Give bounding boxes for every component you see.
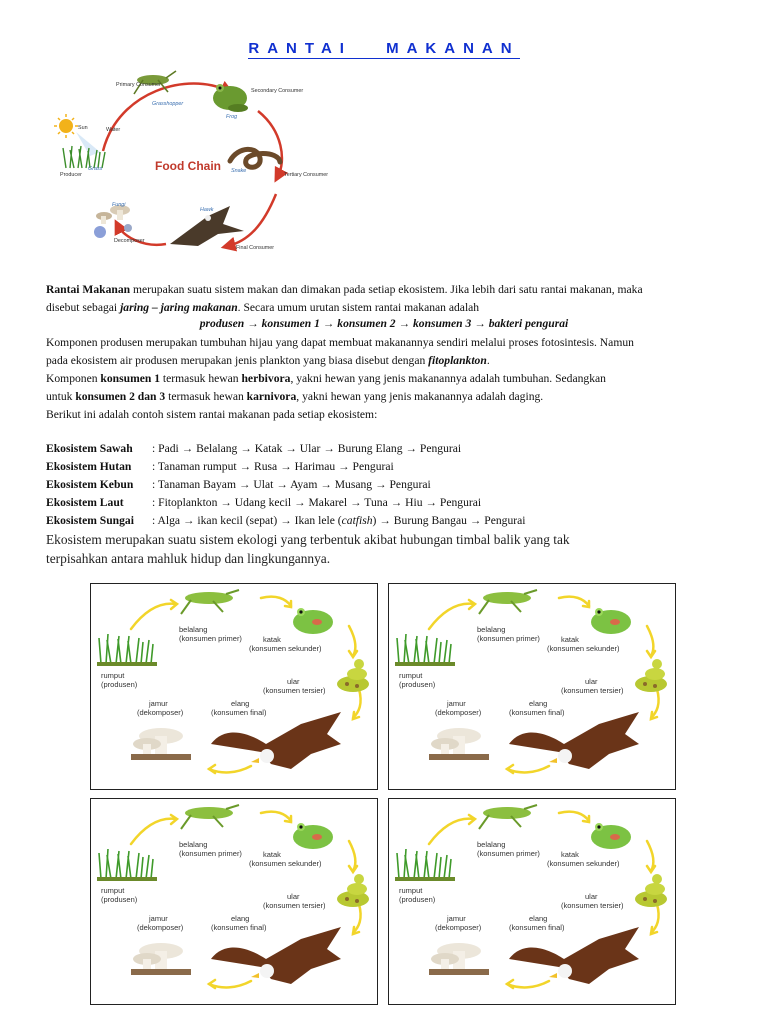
svg-text:(konsumen tersier): (konsumen tersier) — [263, 901, 326, 910]
svg-text:ular: ular — [287, 677, 300, 686]
svg-text:katak: katak — [561, 850, 579, 859]
svg-text:(konsumen primer): (konsumen primer) — [179, 849, 242, 858]
svg-text:ular: ular — [585, 892, 598, 901]
snake-icon — [230, 149, 280, 167]
svg-text:Snake: Snake — [231, 168, 247, 174]
grasshopper-icon — [181, 805, 239, 829]
food-chain-panel — [90, 583, 378, 790]
frog-icon — [213, 84, 248, 112]
grasshopper-icon — [181, 590, 239, 614]
svg-text:(dekomposer): (dekomposer) — [435, 923, 482, 932]
intro-line-7: Berikut ini adalah contoh sistem rantai makanan pada setiap ekosistem: — [46, 408, 378, 421]
eagle-icon — [509, 927, 639, 984]
frog-icon — [293, 823, 333, 849]
frog-icon — [293, 608, 333, 634]
grasshopper-icon — [479, 805, 537, 829]
svg-text:belalang: belalang — [179, 840, 208, 849]
svg-text:Sun: Sun — [78, 125, 88, 131]
snake-icon — [635, 874, 667, 907]
svg-text:(konsumen tersier): (konsumen tersier) — [263, 686, 326, 695]
mushroom-icon — [131, 943, 191, 975]
intro-line-6: untuk konsumen 2 dan 3 termasuk hewan karnivora, yakni hewan yang jenis makanannya adalah daging. — [46, 390, 544, 403]
fungi-icon — [94, 205, 132, 238]
svg-text:Primary Consumer: Primary Consumer — [116, 82, 161, 88]
svg-text:(konsumen primer): (konsumen primer) — [477, 849, 540, 858]
svg-text:belalang: belalang — [477, 840, 506, 849]
svg-text:rumput: rumput — [399, 886, 423, 895]
ecosystem-laut: Ekosistem Laut : Fitoplankton → Udang kecil → Makarel → Tuna → Hiu → Pengurai — [46, 496, 482, 509]
svg-text:rumput: rumput — [101, 671, 125, 680]
svg-text:Tertiary Consumer: Tertiary Consumer — [284, 172, 328, 178]
svg-text:katak: katak — [263, 850, 281, 859]
frog-icon — [591, 608, 631, 634]
svg-text:jamur: jamur — [447, 699, 466, 708]
grass-icon — [99, 849, 153, 879]
mushroom-icon — [131, 728, 191, 760]
svg-text:katak: katak — [561, 635, 579, 644]
svg-text:katak: katak — [263, 635, 281, 644]
svg-text:rumput: rumput — [399, 671, 423, 680]
grass-icon — [63, 146, 105, 168]
eagle-icon — [211, 712, 341, 769]
snake-icon — [337, 659, 369, 692]
summary-line-1: Ekosistem merupakan suatu sistem ekologi yang terbentuk akibat hubungan timbal balik yang tak — [46, 532, 570, 547]
intro-line-3: Komponen produsen merupakan tumbuhan hijau yang dapat membuat makanannya sendiri melalui proses fotosintesis. Namun — [46, 336, 634, 349]
svg-text:(produsen): (produsen) — [399, 895, 436, 904]
ecosystem-hutan: Ekosistem Hutan : Tanaman rumput → Rusa → Harimau → Pengurai — [46, 460, 394, 473]
svg-text:(konsumen sekunder): (konsumen sekunder) — [547, 644, 620, 653]
svg-text:(konsumen sekunder): (konsumen sekunder) — [249, 859, 322, 868]
svg-text:(produsen): (produsen) — [101, 895, 138, 904]
eagle-icon — [509, 712, 639, 769]
svg-text:(konsumen final): (konsumen final) — [509, 708, 565, 717]
svg-text:(dekomposer): (dekomposer) — [137, 923, 184, 932]
mushroom-icon — [429, 943, 489, 975]
svg-text:(konsumen sekunder): (konsumen sekunder) — [249, 644, 322, 653]
svg-text:Water: Water — [106, 127, 121, 133]
ecosystem-sawah: Ekosistem Sawah : Padi → Belalang → Katak → Ular → Burung Elang → Pengurai — [46, 442, 462, 455]
svg-text:(konsumen final): (konsumen final) — [211, 708, 267, 717]
svg-text:elang: elang — [529, 699, 548, 708]
svg-text:Final Consumer: Final Consumer — [236, 245, 275, 251]
svg-text:(konsumen sekunder): (konsumen sekunder) — [547, 859, 620, 868]
svg-text:elang: elang — [231, 699, 250, 708]
eagle-icon — [211, 927, 341, 984]
page-title: RANTAI MAKANAN — [248, 40, 520, 57]
sun-icon — [54, 114, 78, 138]
svg-text:(konsumen primer): (konsumen primer) — [477, 634, 540, 643]
snake-icon — [635, 659, 667, 692]
svg-text:ular: ular — [585, 677, 598, 686]
grass-icon — [397, 634, 451, 664]
food-chain-panel — [388, 583, 676, 790]
svg-text:jamur: jamur — [149, 699, 168, 708]
svg-text:(konsumen tersier): (konsumen tersier) — [561, 901, 624, 910]
svg-text:(konsumen primer): (konsumen primer) — [179, 634, 242, 643]
food-chain-panel — [90, 798, 378, 1005]
svg-text:belalang: belalang — [477, 625, 506, 634]
intro-line-2: disebut sebagai jaring – jaring makanan. Secara umum urutan sistem rantai makanan adalah — [46, 301, 480, 314]
svg-text:Secondary Consumer: Secondary Consumer — [251, 88, 304, 94]
intro-line-5: Komponen konsumen 1 termasuk hewan herbivora, yakni hewan yang jenis makanannya adalah tumbuhan. Sedangkan — [46, 372, 606, 385]
svg-text:(konsumen final): (konsumen final) — [509, 923, 565, 932]
svg-text:elang: elang — [529, 914, 548, 923]
svg-text:rumput: rumput — [101, 886, 125, 895]
intro-line-4: pada ekosistem air produsen merupakan jenis plankton yang biasa disebut dengan fitoplankton. — [46, 354, 490, 367]
svg-text:Grass: Grass — [88, 166, 103, 172]
grasshopper-icon — [479, 590, 537, 614]
chain-formula: produsen → konsumen 1 → konsumen 2 → konsumen 3 → bakteri pengurai — [199, 317, 569, 330]
frog-icon — [591, 823, 631, 849]
svg-text:ular: ular — [287, 892, 300, 901]
svg-text:(produsen): (produsen) — [399, 680, 436, 689]
svg-text:jamur: jamur — [149, 914, 168, 923]
svg-text:elang: elang — [231, 914, 250, 923]
ecosystem-kebun: Ekosistem Kebun : Tanaman Bayam → Ulat → Ayam → Musang → Pengurai — [46, 478, 431, 491]
snake-icon — [337, 874, 369, 907]
svg-text:Grasshopper: Grasshopper — [152, 101, 184, 107]
svg-text:Decomposer: Decomposer — [114, 238, 145, 244]
intro-line-1: Rantai Makanan merupakan suatu sistem makan dan dimakan pada setiap ekosistem. Jika lebih dari satu rantai makanan, maka — [46, 283, 643, 296]
grass-icon — [397, 849, 451, 879]
food-chain-panel — [388, 798, 676, 1005]
svg-text:(dekomposer): (dekomposer) — [435, 708, 482, 717]
svg-text:Producer: Producer — [60, 172, 82, 178]
svg-text:Frog: Frog — [226, 114, 238, 120]
svg-text:(konsumen final): (konsumen final) — [211, 923, 267, 932]
summary-line-2: terpisahkan antara mahluk hidup dan lingkungannya. — [46, 551, 331, 566]
food-chain-diagram — [48, 66, 328, 266]
svg-text:(produsen): (produsen) — [101, 680, 138, 689]
mushroom-icon — [429, 728, 489, 760]
svg-text:belalang: belalang — [179, 625, 208, 634]
svg-text:(dekomposer): (dekomposer) — [137, 708, 184, 717]
grass-icon — [99, 634, 153, 664]
svg-text:jamur: jamur — [447, 914, 466, 923]
svg-text:Hawk: Hawk — [200, 207, 214, 213]
svg-text:(konsumen tersier): (konsumen tersier) — [561, 686, 624, 695]
ecosystem-sungai: Ekosistem Sungai : Alga → ikan kecil (sepat) → Ikan lele (catfish) → Burung Bangau → Pengurai — [46, 514, 526, 527]
svg-text:Fungi: Fungi — [112, 202, 126, 208]
food-chain-label: Food Chain — [155, 159, 221, 173]
